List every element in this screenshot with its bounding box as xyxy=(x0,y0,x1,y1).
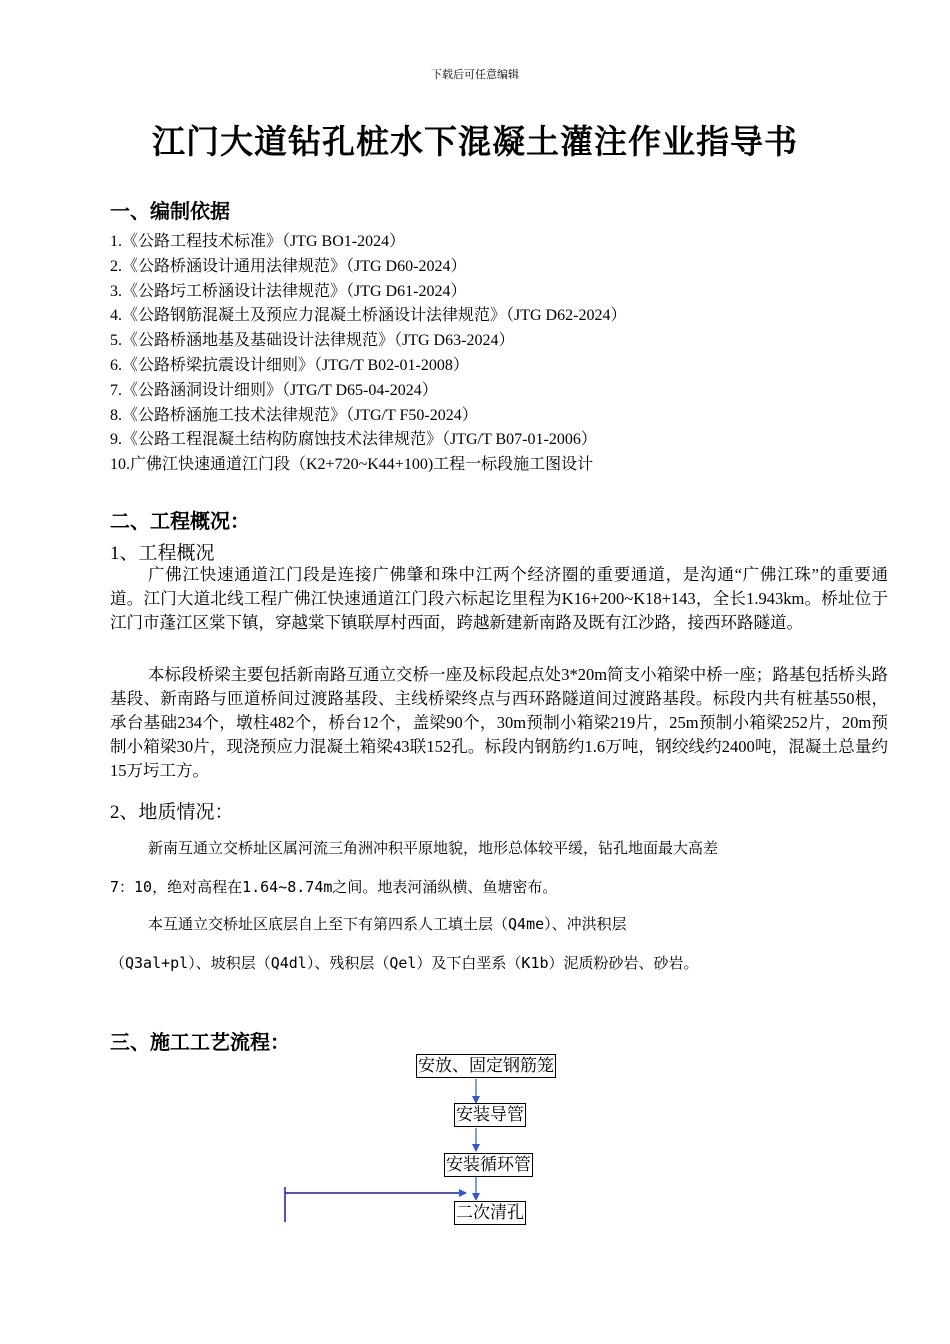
section-1-heading: 一、编制依据 xyxy=(110,201,230,223)
reference-item: 7.《公路涵洞设计细则》（JTG/T D65-04-2024） xyxy=(110,381,438,399)
flow-step-install-conduit: 安装导管 xyxy=(454,1103,526,1127)
reference-item: 9.《公路工程混凝土结构防腐蚀技术法律规范》（JTG/T B07-01-2006） xyxy=(110,431,597,449)
reference-item: 6.《公路桥梁抗震设计细则》（JTG/T B02-01-2008） xyxy=(110,356,469,374)
reference-item: 5.《公路桥涵地基及基础设计法律规范》（JTG D63-2024） xyxy=(110,332,515,350)
reference-item: 8.《公路桥涵施工技术法律规范》（JTG/T F50-2024） xyxy=(110,406,478,424)
reference-item: 4.《公路钢筋混凝土及预应力混凝土桥涵设计法律规范》（JTG D62-2024） xyxy=(110,307,627,325)
flow-step-secondary-hole-cleaning: 二次清孔 xyxy=(454,1201,526,1225)
geology-paragraph-1-line-1: 新南互通立交桥址区属河流三角洲冲积平原地貌，地形总体较平缓，钻孔地面最大高差 xyxy=(148,839,719,857)
project-overview-paragraph-2: 本标段桥梁主要包括新南路互通立交桥一座及标段起点处3*20m简支小箱梁中桥一座；路基包括桥头路基段、新南路与匝道桥间过渡路基段、主线桥梁终点与西环路隧道间过渡路基段。标段内共有桩基550根，承台基础234个，墩柱482个，桥台12个，盖梁90个，30m预制小箱梁219片，25m预制小箱梁252片，20m预制小箱梁30片，现浇预应力混凝土箱梁43联152孔。标段内钢筋约1.6万吨，钢绞线约2400吨，混凝土总量约15万圬工方。 xyxy=(110,665,888,780)
reference-item: 1.《公路工程技术标准》（JTG BO1-2024） xyxy=(110,233,406,250)
document-title: 江门大道钻孔桩水下混凝土灌注作业指导书 xyxy=(152,125,798,161)
project-overview-paragraph-1: 广佛江快速通道江门段是连接广佛肇和珠中江两个经济圈的重要通道，是沟通“广佛江珠”的重要通道。江门大道北线工程广佛江快速通道江门段六标起讫里程为K16+200~K18+143，全长1.943km。桥址位于江门市蓬江区棠下镇，穿越棠下镇联厚村西面，跨越新建新南路及既有江沙路，接西环路隧道。 xyxy=(110,565,888,632)
project-overview-heading: 1、工程概况 xyxy=(110,543,215,564)
geology-paragraph-2-line-2: （Q3al+pl）、坡积层（Q4dl）、残积层（Qel）及下白垩系（K1b）泥质粉砂岩、砂岩。 xyxy=(110,954,699,972)
reference-item: 10.广佛江快速通道江门段（K2+720~K44+100)工程一标段施工图设计 xyxy=(110,456,594,474)
reference-item: 3.《公路圬工桥涵设计法律规范》（JTG D61-2024） xyxy=(110,282,467,300)
geology-heading: 2、地质情况： xyxy=(110,802,234,823)
geology-paragraph-2-line-1: 本互通立交桥址区底层自上至下有第四系人工填土层（Q4me）、冲洪积层 xyxy=(148,915,627,933)
flow-step-place-rebar-cage: 安放、固定钢筋笼 xyxy=(416,1054,556,1078)
header-note: 下载后可任意编辑 xyxy=(431,69,519,81)
section-2-heading: 二、工程概况： xyxy=(110,511,250,533)
reference-item: 2.《公路桥涵设计通用法律规范》（JTG D60-2024） xyxy=(110,257,467,275)
section-3-heading: 三、施工工艺流程： xyxy=(110,1032,290,1054)
flow-step-install-circulation-pipe: 安装循环管 xyxy=(444,1153,533,1177)
geology-paragraph-1-line-2: 7：10，绝对高程在1.64~8.74m之间。地表河涌纵横、鱼塘密布。 xyxy=(110,878,558,896)
